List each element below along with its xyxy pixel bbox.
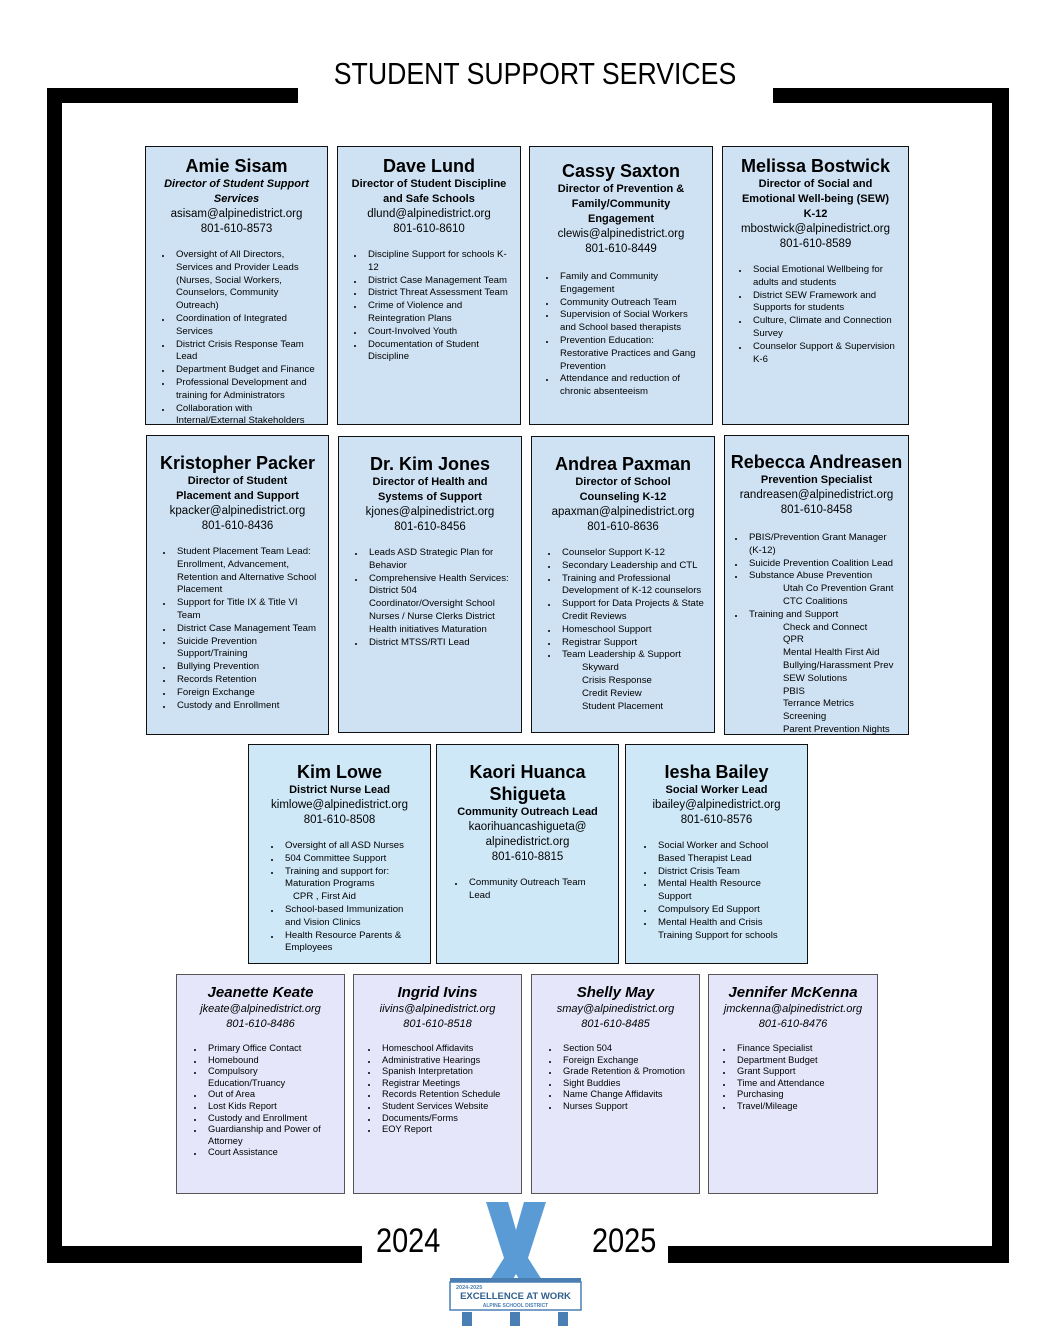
list-item: • Prevention Education: Restorative Practices and Gang Prevention: [556, 335, 702, 373]
sub-item: Mental Health First Aid: [783, 647, 880, 659]
list-item: • Collaboration with Internal/External Stakeholders: [172, 403, 317, 429]
list-item: • 504 Committee Support: [281, 853, 420, 866]
list-item: • Mental Health and Crisis Training Support for schools: [654, 917, 797, 943]
sub-item: Student Placement: [582, 700, 664, 712]
sub-item: CTC Coalitions: [783, 595, 848, 607]
email: dlund@alpinedistrict.org: [367, 208, 491, 220]
director-name: Andrea Paxman: [554, 454, 692, 474]
sub-list: [725, 583, 908, 609]
email: jkeate@alpinedistrict.org: [200, 1003, 321, 1015]
logo-line3: ALPINE SCHOOL DISTRICT: [482, 1303, 549, 1309]
lead-card: [248, 744, 431, 964]
staff-card: [708, 974, 878, 1194]
director-role: Director of Student Placement and Support: [176, 475, 299, 502]
list-item: • Registrar Meetings: [378, 1078, 511, 1090]
lead-name: Kim Lowe: [296, 762, 382, 782]
director-card: [145, 146, 328, 425]
pillar-icon: [510, 1312, 520, 1326]
page-title: STUDENT SUPPORT SERVICES: [333, 56, 737, 91]
email: asisam@alpinedistrict.org: [170, 208, 303, 220]
duties-list: [532, 547, 714, 662]
list-item: • Counselor Support K-12: [558, 547, 704, 560]
duties-list: [530, 271, 712, 399]
duties-list: [626, 840, 807, 942]
list-item: • Records Retention Schedule: [378, 1089, 511, 1101]
frame-top-right: [773, 88, 1009, 103]
lead-role: Social Worker Lead: [665, 784, 768, 796]
duties-list: [532, 1043, 699, 1113]
list-item: • Foreign Exchange: [559, 1055, 689, 1067]
list-item: • Leads ASD Strategic Plan for Behavior: [365, 547, 511, 573]
frame-bottom-left: [62, 1246, 362, 1263]
duties-list: [147, 546, 328, 712]
list-item: • Counselor Support & Supervision K-6: [749, 341, 898, 367]
list-item: • Oversight of All Directors, Services and Provider Leads (Nurses, Social Workers, Counselors, Community Outreach): [172, 249, 317, 313]
list-item: • Name Change Affidavits: [559, 1089, 689, 1101]
director-role: Director of Health and Systems of Support: [372, 476, 488, 503]
list-item: • Homeschool Support: [558, 624, 704, 637]
list-item: • Homeschool Affidavits: [378, 1043, 511, 1055]
list-item: • Section 504: [559, 1043, 689, 1055]
list-item: • Attendance and reduction of chronic absenteeism: [556, 373, 702, 399]
director-name: Cassy Saxton: [561, 161, 681, 181]
list-item: • School-based Immunization and Vision Clinics: [281, 904, 420, 930]
phone: 801-610-8610: [393, 223, 465, 235]
sub-item: PBIS: [783, 685, 805, 697]
director-role: Director of School Counseling K-12: [575, 476, 671, 503]
list-item: • Custody and Enrollment: [173, 700, 318, 713]
year-end: 2025: [592, 1222, 657, 1260]
list-item: • Guardianship and Power of Attorney: [204, 1124, 334, 1147]
list-item: • Substance Abuse Prevention: [745, 570, 898, 583]
director-name: Melissa Bostwick: [740, 156, 891, 176]
director-card: [722, 146, 909, 425]
sub-item: Crisis Response: [582, 674, 652, 686]
list-item: • Secondary Leadership and CTL: [558, 560, 704, 573]
duties-list: [725, 609, 908, 622]
staff-name: Ingrid Ivins: [397, 984, 478, 1001]
list-item: • District MTSS/RTI Lead: [365, 637, 511, 650]
lead-role: District Nurse Lead: [289, 784, 390, 796]
email: kpacker@alpinedistrict.org: [169, 505, 306, 517]
list-item: • Court-Involved Youth: [364, 326, 510, 339]
list-item: • Compulsory Ed Support: [654, 904, 797, 917]
duties-list: [177, 1043, 344, 1159]
list-item: • Records Retention: [173, 674, 318, 687]
duties-list: [725, 532, 908, 583]
lead-name: Iesha Bailey: [664, 762, 769, 782]
list-item: • EOY Report: [378, 1124, 511, 1136]
list-item: • Student Placement Team Lead: Enrollment, Advancement, Retention and Alternative School Placement: [173, 546, 318, 597]
phone: 801-610-8436: [201, 520, 274, 532]
director-card: [529, 146, 713, 425]
director-role: Director of Prevention & Family/Community Engagement: [557, 183, 685, 225]
phone: 801-610-8815: [491, 851, 564, 863]
year-start: 2024: [376, 1222, 441, 1260]
duties-list: [723, 264, 908, 366]
list-item: • Student Services Website: [378, 1101, 511, 1113]
list-item: • Oversight of all ASD Nurses: [281, 840, 420, 853]
list-item: • Discipline Support for schools K-12: [364, 249, 510, 275]
phone: 801-610-8573: [200, 223, 273, 235]
list-item: • Purchasing: [733, 1089, 867, 1101]
list-item: • District Case Management Team: [173, 623, 318, 636]
sub-list: [725, 622, 908, 737]
list-item: • District Case Management Team: [364, 275, 510, 288]
frame-bottom-right: [668, 1246, 1009, 1263]
sub-list: [532, 662, 714, 713]
sub-item: Utah Co Prevention Grant: [783, 583, 894, 595]
phone: 801-610-8518: [403, 1018, 472, 1030]
list-item: • Administrative Hearings: [378, 1055, 511, 1067]
list-item: • District Threat Assessment Team: [364, 287, 510, 300]
list-item: • Time and Attendance: [733, 1078, 867, 1090]
phone: 801-610-8456: [394, 521, 466, 533]
director-role: Director of Student Discipline and Safe Schools: [351, 178, 507, 205]
list-item: • Documentation of Student Discipline: [364, 339, 510, 365]
director-card: [146, 435, 329, 735]
staff-card: [353, 974, 522, 1194]
list-item: • Supervision of Social Workers and School based therapists: [556, 309, 702, 335]
list-item: • District Crisis Response Team Lead: [172, 339, 317, 365]
director-role: Director of Social and Emotional Well-being (SEW) K-12: [741, 178, 890, 220]
staff-name: Shelly May: [576, 984, 655, 1001]
sub-item: Terrance Metrics Screening: [783, 698, 854, 723]
list-item: • Grade Retention & Promotion: [559, 1066, 689, 1078]
list-item: • Training and Support: [745, 609, 898, 622]
email: kimlowe@alpinedistrict.org: [271, 799, 408, 811]
list-item: • Social Emotional Wellbeing for adults and students: [749, 264, 898, 290]
lead-name: Kaori Huanca Shigueta: [469, 762, 586, 804]
excellence-logo: [448, 1200, 583, 1330]
duties-list: [709, 1043, 877, 1113]
staff-card: [531, 974, 700, 1194]
staff-card: [176, 974, 345, 1194]
director-card: [531, 436, 715, 733]
email: smay@alpinedistrict.org: [556, 1003, 675, 1015]
duties-list: [249, 904, 430, 955]
director-card: [337, 146, 521, 425]
list-item: • Finance Specialist: [733, 1043, 867, 1055]
phone: 801-610-8449: [585, 243, 657, 255]
list-item: • Department Budget: [733, 1055, 867, 1067]
duties-list: [146, 249, 327, 428]
frame-top-left: [47, 88, 298, 103]
list-item: • Compulsory Education/Truancy: [204, 1066, 334, 1089]
phone: 801-610-8508: [303, 814, 376, 826]
list-item: • Support for Data Projects & State Credit Reviews: [558, 598, 704, 624]
duties-list: [249, 840, 430, 891]
list-item: • Community Outreach Team Lead: [465, 877, 608, 903]
email: mbostwick@alpinedistrict.org: [740, 223, 891, 235]
phone: 801-610-8458: [780, 504, 853, 516]
director-name: Kristopher Packer: [159, 453, 316, 473]
list-item: • Foreign Exchange: [173, 687, 318, 700]
email: jmckenna@alpinedistrict.org: [723, 1003, 863, 1015]
list-item: • Culture, Climate and Connection Survey: [749, 315, 898, 341]
email: kaorihuancashigueta@ alpinedistrict.org: [468, 821, 587, 848]
list-item: • Court Assistance: [204, 1147, 334, 1159]
pillar-icon: [558, 1312, 568, 1326]
director-card: [338, 436, 522, 733]
list-item: • District SEW Framework and Supports for students: [749, 290, 898, 316]
list-item: • Support for Title IX & Title VI Team: [173, 597, 318, 623]
list-item: • Registrar Support: [558, 637, 704, 650]
list-item: • Mental Health Resource Support: [654, 878, 797, 904]
list-item: • District Crisis Team: [654, 866, 797, 879]
list-item: • Training and support for: Maturation Programs: [281, 866, 420, 892]
list-item: • Grant Support: [733, 1066, 867, 1078]
list-item: • Primary Office Contact: [204, 1043, 334, 1055]
phone: 801-610-8636: [587, 521, 659, 533]
list-item: • Professional Development and training for Administrators: [172, 377, 317, 403]
email: clewis@alpinedistrict.org: [557, 228, 685, 240]
email: apaxman@alpinedistrict.org: [551, 506, 695, 518]
sub-item: CPR , First Aid: [293, 891, 356, 903]
phone: 801-610-8589: [779, 238, 852, 250]
director-name: Amie Sisam: [185, 156, 288, 176]
list-item: • Department Budget and Finance: [172, 364, 317, 377]
list-item: • Sight Buddies: [559, 1078, 689, 1090]
logo-line1: 2024-2025: [456, 1285, 483, 1291]
email: iivins@alpinedistrict.org: [379, 1003, 496, 1015]
pillar-icon: [462, 1312, 472, 1326]
director-role: Prevention Specialist: [760, 474, 873, 486]
phone: 801-610-8485: [581, 1018, 650, 1030]
frame-right-inner: [992, 88, 1009, 1263]
director-card: [724, 435, 909, 735]
list-item: • Custody and Enrollment: [204, 1113, 334, 1125]
list-item: • Suicide Prevention Support/Training: [173, 636, 318, 662]
duties-list: [338, 249, 520, 364]
list-item: • Coordination of Integrated Services: [172, 313, 317, 339]
duties-list: [339, 547, 521, 649]
list-item: • Bullying Prevention: [173, 661, 318, 674]
lead-role: Community Outreach Lead: [457, 806, 598, 818]
sub-item: Bullying/Harassment Prev: [783, 659, 894, 671]
frame-left-outer: [47, 88, 62, 1263]
sub-item: Check and Connect: [783, 621, 868, 633]
list-item: • PBIS/Prevention Grant Manager (K-12): [745, 532, 898, 558]
email: randreasen@alpinedistrict.org: [739, 489, 894, 501]
list-item: • Social Worker and School Based Therapist Lead: [654, 840, 797, 866]
list-item: • Lost Kids Report: [204, 1101, 334, 1113]
list-item: • Spanish Interpretation: [378, 1066, 511, 1078]
duties-list: [354, 1043, 521, 1136]
email: kjones@alpinedistrict.org: [365, 506, 495, 518]
list-item: • Training and Professional Development of K-12 counselors: [558, 573, 704, 599]
director-name: Rebecca Andreasen: [730, 452, 903, 472]
email: ibailey@alpinedistrict.org: [652, 799, 781, 811]
director-name: Dave Lund: [382, 156, 475, 176]
sub-item: Skyward: [582, 662, 619, 674]
list-item: • Homebound: [204, 1055, 334, 1067]
phone: 801-610-8486: [226, 1018, 295, 1030]
list-item: • Suicide Prevention Coalition Lead: [745, 558, 898, 571]
list-item: • Health Resource Parents & Employees: [281, 930, 420, 956]
phone: 801-610-8576: [680, 814, 753, 826]
list-item: • Comprehensive Health Services: District 504 Coordinator/Oversight School Nurses / Nurse Clerks District Health initiatives Maturation: [365, 573, 511, 637]
sub-item: SEW Solutions: [783, 672, 847, 684]
sub-item: Credit Review: [582, 687, 642, 699]
list-item: • Nurses Support: [559, 1101, 689, 1113]
lead-card: [625, 744, 808, 964]
list-item: • Family and Community Engagement: [556, 271, 702, 297]
list-item: • Documents/Forms: [378, 1113, 511, 1125]
director-name: Dr. Kim Jones: [369, 454, 491, 474]
list-item: • Team Leadership & Support: [558, 649, 704, 662]
staff-name: Jennifer McKenna: [728, 984, 858, 1001]
lead-card: [436, 744, 619, 964]
director-role: Director of Student Support Services: [164, 178, 309, 205]
list-item: • Crime of Violence and Reintegration Plans: [364, 300, 510, 326]
list-item: • Travel/Mileage: [733, 1101, 867, 1113]
staff-name: Jeanette Keate: [207, 984, 314, 1001]
logo-line2: EXCELLENCE AT WORK: [460, 1291, 571, 1302]
duties-list: [437, 877, 618, 903]
sub-item: QPR: [783, 634, 804, 646]
phone: 801-610-8476: [758, 1018, 828, 1030]
list-item: • Out of Area: [204, 1089, 334, 1101]
list-item: • Community Outreach Team: [556, 297, 702, 310]
sub-item: Parent Prevention Nights: [783, 723, 890, 735]
